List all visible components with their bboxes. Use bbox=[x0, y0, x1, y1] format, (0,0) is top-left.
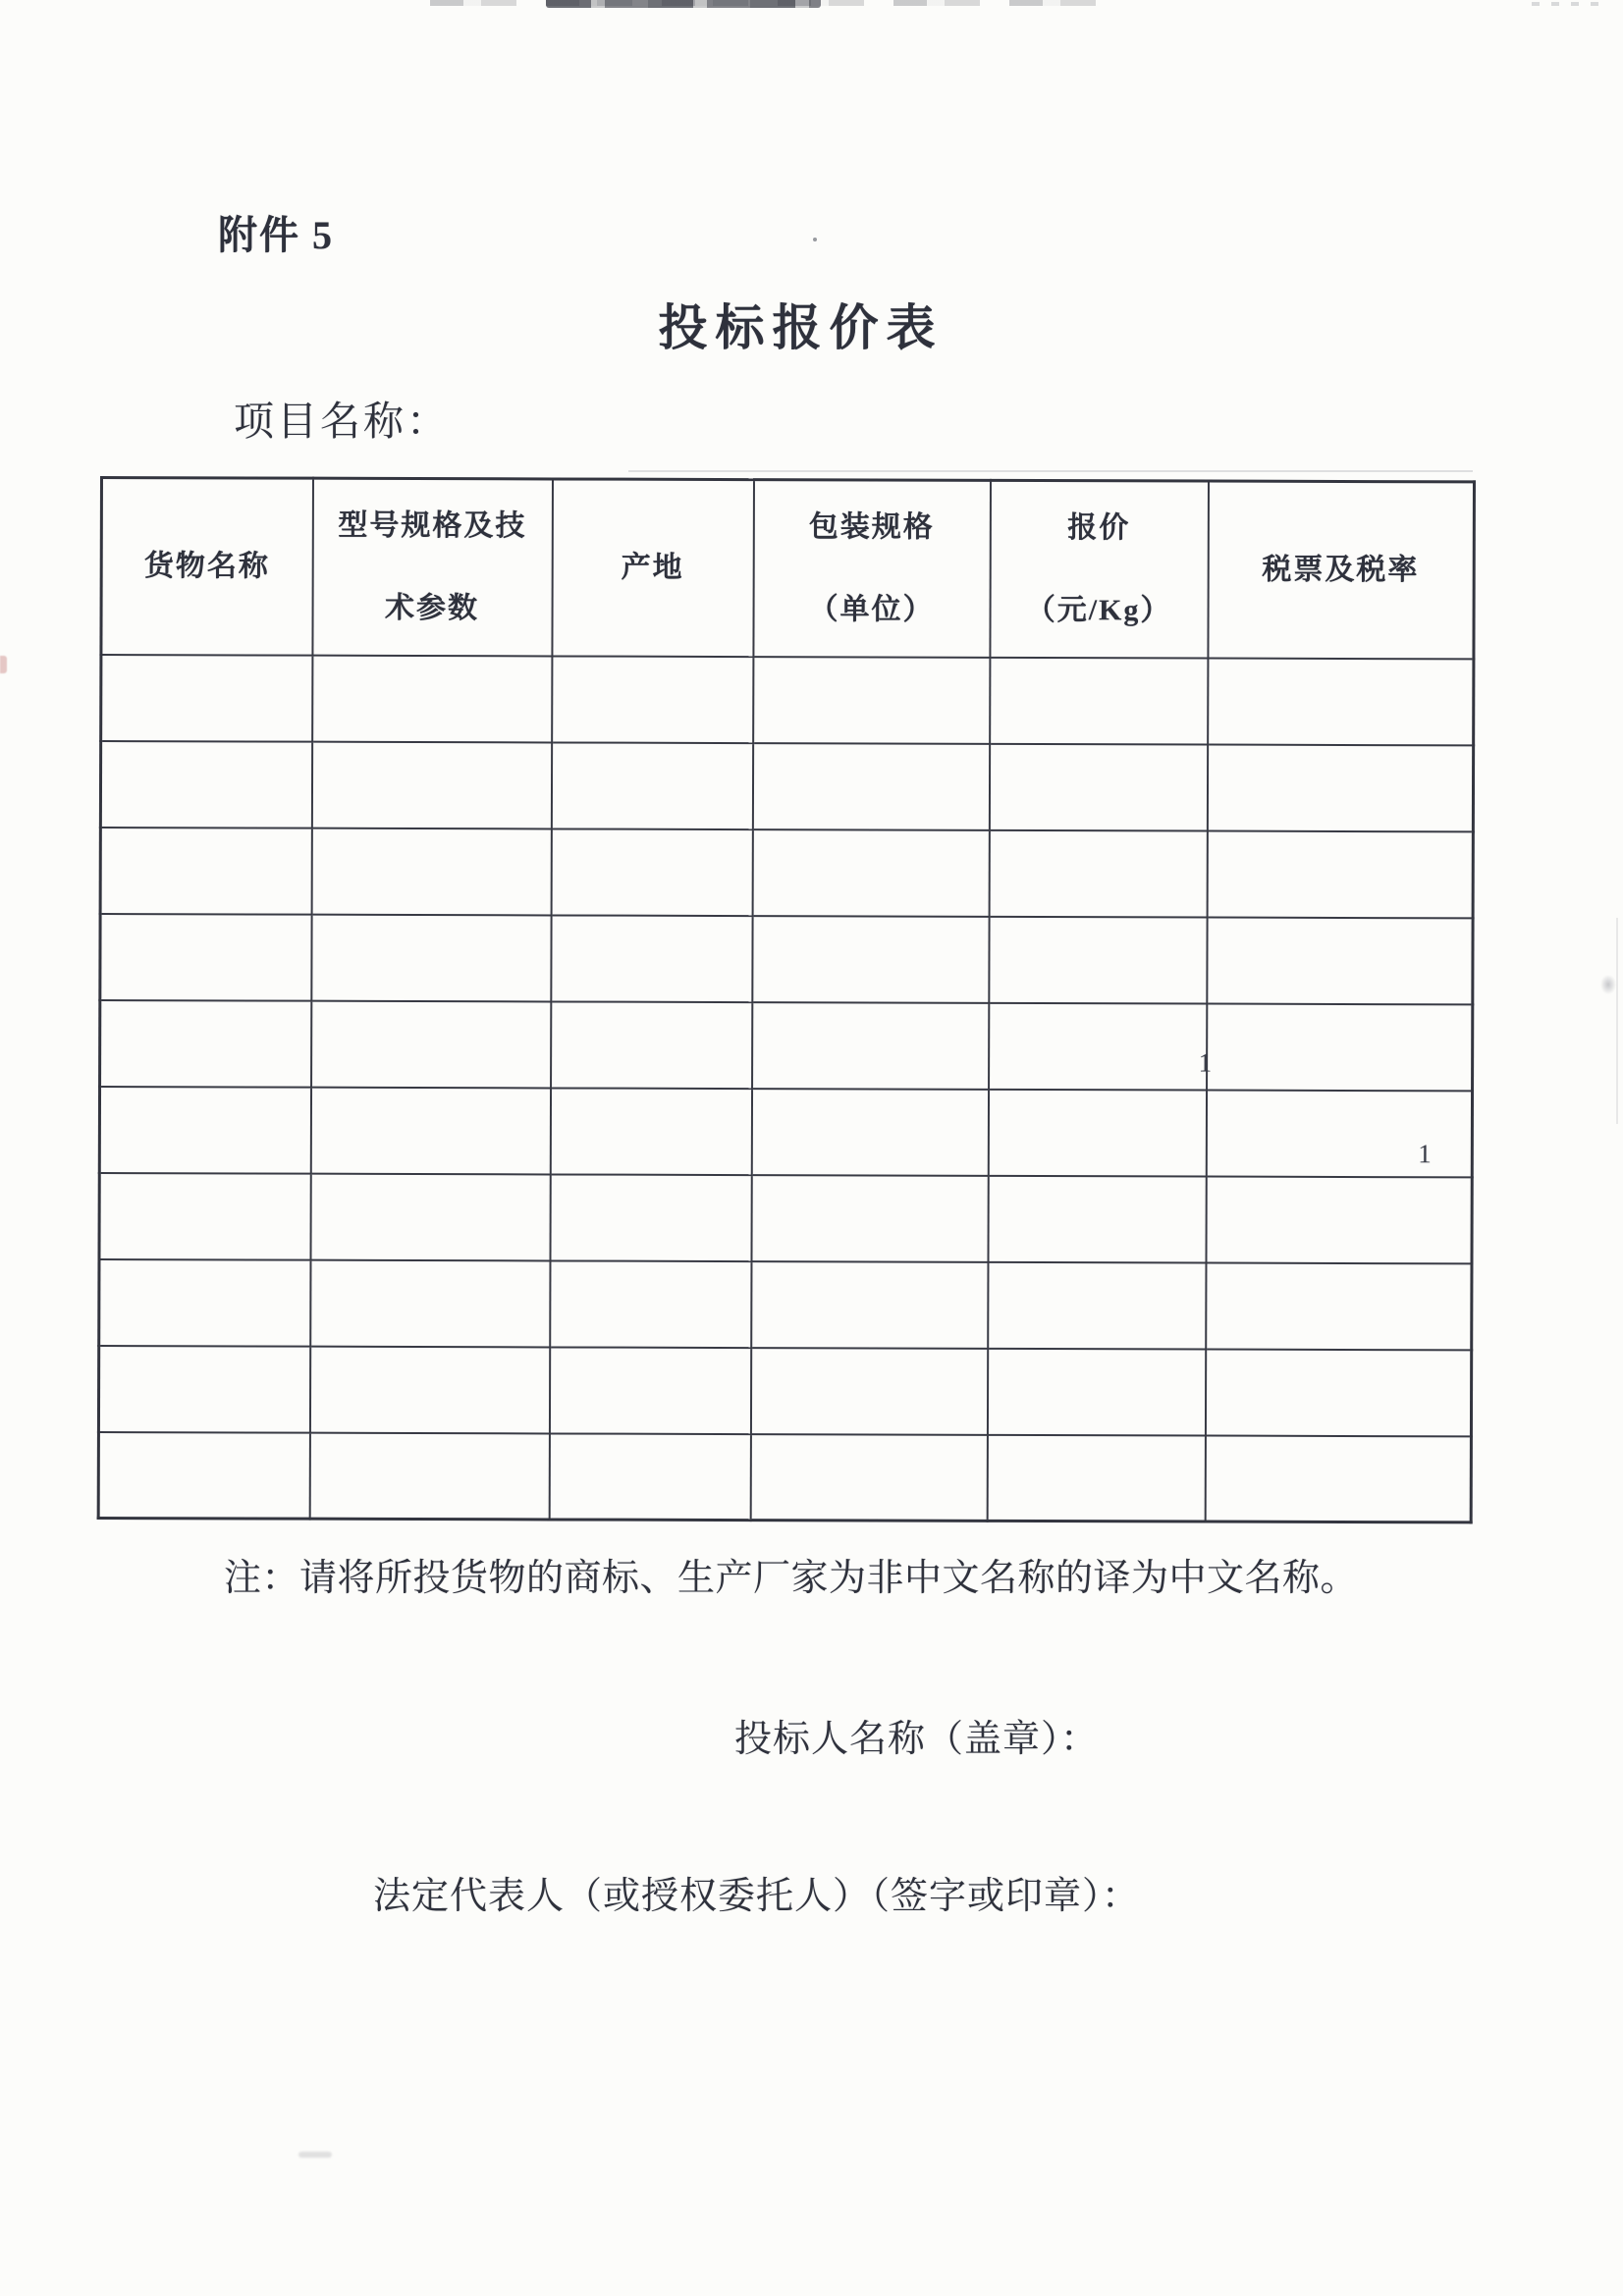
empty-cell bbox=[1206, 1262, 1472, 1350]
empty-cell bbox=[311, 914, 551, 1001]
empty-cell bbox=[1206, 1176, 1472, 1263]
empty-cell bbox=[752, 829, 989, 917]
scan-speck-bottom bbox=[298, 2152, 332, 2158]
table-row bbox=[98, 1431, 1471, 1522]
cell-with-stray-mark bbox=[1206, 1090, 1472, 1177]
column-header-text: 产地 bbox=[621, 551, 684, 584]
table-header-row bbox=[101, 478, 1475, 659]
empty-cell bbox=[310, 1259, 550, 1347]
table-row bbox=[99, 1173, 1472, 1263]
empty-cell bbox=[309, 1432, 549, 1520]
empty-cell bbox=[551, 828, 752, 916]
empty-cell bbox=[750, 1348, 987, 1435]
empty-cell bbox=[990, 657, 1208, 744]
empty-cell bbox=[988, 1089, 1206, 1176]
attachment-label: 附件 5 bbox=[218, 213, 334, 257]
table-row bbox=[100, 1000, 1473, 1091]
table-row bbox=[98, 1346, 1471, 1436]
scan-ghost-line bbox=[628, 470, 1473, 472]
empty-cell bbox=[1208, 658, 1474, 745]
scan-smudge-right bbox=[1600, 975, 1616, 994]
empty-cell bbox=[550, 1088, 751, 1175]
empty-cell bbox=[310, 1173, 550, 1260]
empty-cell bbox=[989, 829, 1207, 917]
table-row bbox=[99, 1259, 1472, 1350]
page-title: 投标报价表 bbox=[658, 300, 944, 355]
column-header-packaging bbox=[753, 480, 991, 658]
empty-cell bbox=[752, 1002, 989, 1090]
empty-cell bbox=[751, 1175, 988, 1262]
empty-cell bbox=[311, 828, 551, 915]
table-row bbox=[100, 741, 1473, 831]
empty-cell bbox=[988, 1261, 1206, 1349]
empty-cell bbox=[312, 655, 552, 742]
empty-cell bbox=[310, 1087, 550, 1174]
empty-cell bbox=[311, 741, 551, 828]
empty-cell bbox=[1205, 1435, 1471, 1522]
scan-smudge-top bbox=[430, 0, 1108, 6]
column-header-tax bbox=[1208, 481, 1475, 659]
empty-cell bbox=[549, 1433, 750, 1521]
table-row bbox=[100, 914, 1473, 1004]
table-row bbox=[99, 1087, 1472, 1177]
column-header-text: 报价 bbox=[1067, 510, 1131, 545]
column-header-text: （元/Kg） bbox=[1025, 593, 1172, 627]
empty-cell bbox=[550, 1174, 751, 1261]
empty-cell bbox=[100, 914, 311, 1001]
empty-cell bbox=[987, 1434, 1205, 1522]
column-header-text: （单位） bbox=[808, 593, 935, 626]
empty-cell bbox=[100, 741, 311, 828]
scan-dot-above-title bbox=[813, 238, 817, 241]
scan-mark-left-edge bbox=[0, 656, 7, 673]
empty-cell bbox=[99, 1259, 310, 1347]
empty-cell bbox=[1207, 917, 1473, 1004]
column-header-price bbox=[990, 480, 1209, 658]
empty-cell bbox=[101, 655, 312, 742]
cell-with-stray-mark bbox=[1198, 1003, 1473, 1091]
column-header-text: 术参数 bbox=[385, 591, 480, 624]
empty-cell bbox=[551, 915, 752, 1002]
bidder-name-label: 投标人名称（盖章）： bbox=[734, 1719, 1100, 1760]
legal-representative-label: 法定代表人（或授权委托人）（签字或印章）： bbox=[373, 1876, 1141, 1917]
empty-cell bbox=[751, 1261, 988, 1349]
empty-cell bbox=[551, 1001, 752, 1089]
empty-cell bbox=[549, 1347, 750, 1434]
empty-cell bbox=[1205, 1349, 1471, 1436]
empty-cell bbox=[552, 656, 753, 743]
column-header-origin bbox=[552, 479, 754, 657]
empty-cell bbox=[309, 1346, 549, 1433]
column-header-text: 包装规格 bbox=[808, 510, 935, 544]
quotation-table bbox=[97, 476, 1476, 1523]
stray-digit: 1 bbox=[1418, 1138, 1432, 1168]
scan-smudge-top-dark bbox=[546, 0, 821, 8]
empty-cell bbox=[752, 743, 989, 830]
column-header-model-spec bbox=[312, 478, 553, 656]
scan-specks-top-right bbox=[1532, 2, 1610, 6]
empty-cell bbox=[989, 743, 1207, 830]
stray-digit: 1 bbox=[1198, 1047, 1213, 1078]
quotation-table-container bbox=[97, 476, 1476, 1523]
empty-cell bbox=[550, 1260, 751, 1348]
scan-line-right-edge bbox=[1616, 918, 1618, 1124]
empty-cell bbox=[1207, 830, 1473, 918]
empty-cell bbox=[99, 1087, 310, 1174]
column-header-goods-name bbox=[101, 478, 313, 656]
empty-cell bbox=[100, 1000, 311, 1088]
empty-cell bbox=[100, 828, 311, 915]
empty-cell bbox=[551, 742, 752, 829]
empty-cell bbox=[753, 657, 990, 744]
column-header-text: 税票及税率 bbox=[1262, 553, 1420, 586]
empty-cell bbox=[987, 1348, 1205, 1435]
empty-cell bbox=[751, 1089, 988, 1176]
empty-cell bbox=[988, 1175, 1206, 1262]
empty-cell bbox=[311, 1000, 551, 1088]
empty-cell bbox=[752, 916, 989, 1003]
table-row bbox=[101, 655, 1474, 745]
table-row bbox=[100, 828, 1473, 918]
empty-cell bbox=[98, 1346, 309, 1433]
empty-cell bbox=[99, 1173, 310, 1260]
column-header-text: 型号规格及技 bbox=[338, 508, 527, 543]
empty-cell bbox=[1207, 744, 1473, 831]
empty-cell bbox=[989, 916, 1207, 1003]
empty-cell bbox=[989, 1002, 1207, 1090]
project-name-label: 项目名称： bbox=[234, 399, 450, 444]
empty-cell bbox=[750, 1434, 987, 1522]
note-text: 注：请将所投货物的商标、生产厂家为非中文名称的译为中文名称。 bbox=[224, 1558, 1359, 1599]
empty-cell bbox=[98, 1431, 309, 1519]
column-header-text: 货物名称 bbox=[143, 549, 271, 583]
